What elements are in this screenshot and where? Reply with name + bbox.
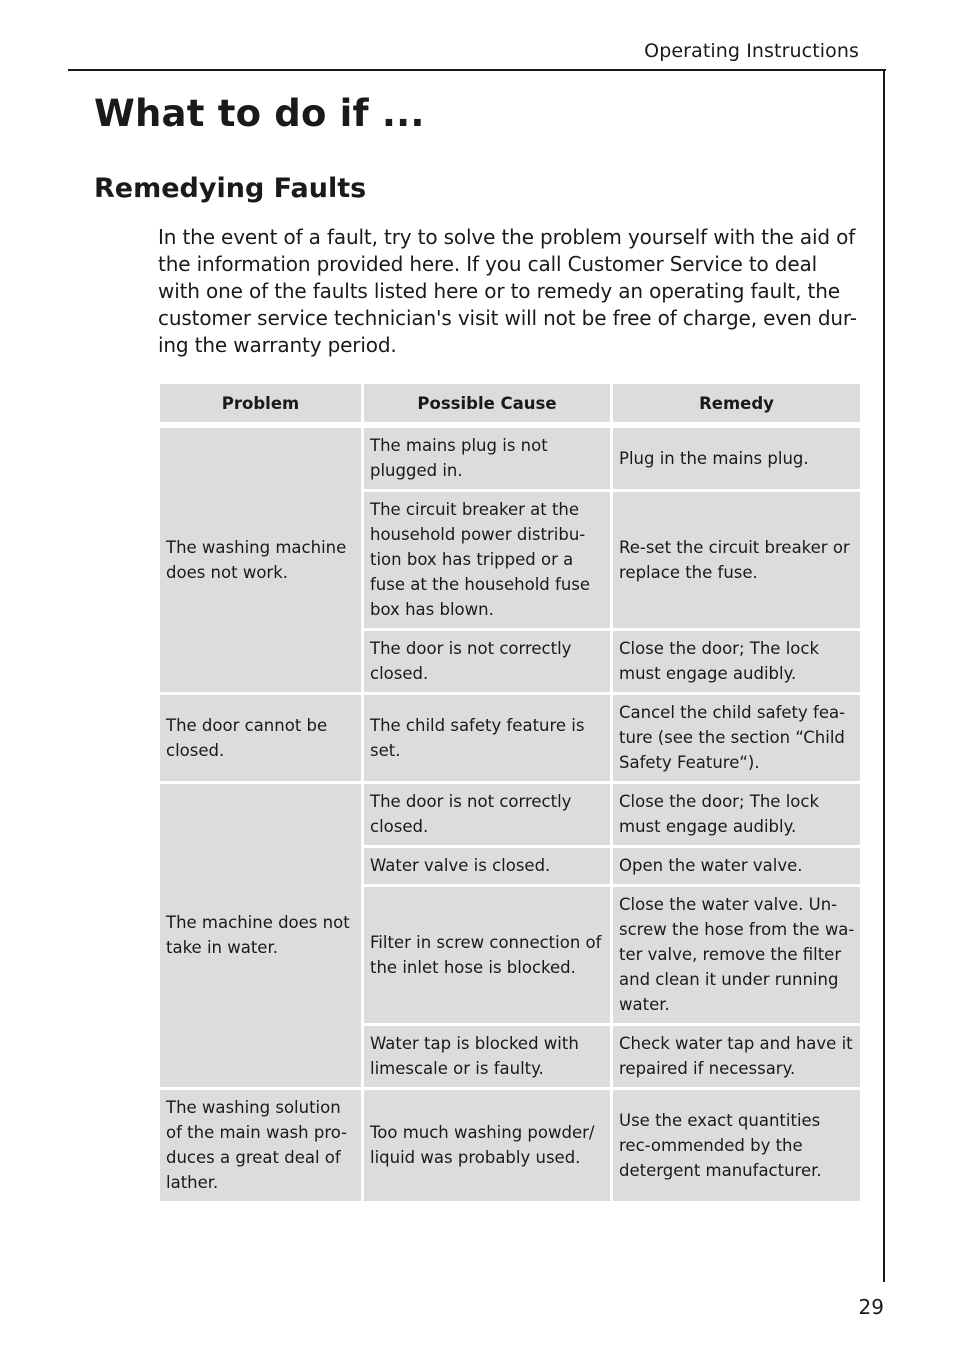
- cause-cell: The door is not correctly closed.: [363, 630, 612, 694]
- remedy-cell: Check water tap and have it repaired if necessary.: [612, 1025, 862, 1089]
- fault-table: [157, 381, 863, 1204]
- problem-cell: The machine does not take in water.: [159, 783, 363, 1089]
- cause-cell: The door is not correctly closed.: [363, 783, 612, 847]
- page-title: What to do if ...: [94, 92, 425, 135]
- running-header: Operating Instructions: [644, 40, 859, 62]
- problem-cell: The door cannot be closed.: [159, 694, 363, 783]
- cause-cell: The mains plug is not plugged in.: [363, 427, 612, 491]
- remedy-cell: Cancel the child safety fea-ture (see the section “Child Safety Feature“).: [612, 694, 862, 783]
- table-header-row: [159, 383, 862, 424]
- remedy-cell: Use the exact quantities rec-ommended by the detergent manufacturer.: [612, 1089, 862, 1203]
- cause-cell: The child safety feature is set.: [363, 694, 612, 783]
- problem-cell: The washing solution of the main wash pro-duces a great deal of lather.: [159, 1089, 363, 1203]
- page-number: 29: [858, 1295, 884, 1319]
- cause-cell: Water tap is blocked with limescale or is faulty.: [363, 1025, 612, 1089]
- remedy-cell: Open the water valve.: [612, 847, 862, 886]
- header-problem: Problem: [159, 383, 363, 424]
- cause-cell: Filter in screw connection of the inlet hose is blocked.: [363, 886, 612, 1025]
- cause-cell: Too much washing powder/ liquid was probably used.: [363, 1089, 612, 1203]
- header-rule: [68, 69, 886, 71]
- margin-rule: [883, 69, 885, 1282]
- cause-cell: The circuit breaker at the household power distribu-tion box has tripped or a fuse at the household fuse box has blown.: [363, 491, 612, 630]
- intro-paragraph: In the event of a fault, try to solve the problem yourself with the aid of the information provided here. If you call Customer Service to deal with one of the faults listed here or to remedy an operating fault, the customer service technician's visit will not be free of charge, even dur-ing the warranty period.: [158, 225, 857, 357]
- remedy-cell: Close the water valve. Un-screw the hose from the wa-ter valve, remove the filter and clean it under running water.: [612, 886, 862, 1025]
- table-row: [159, 694, 862, 783]
- table-row: [159, 427, 862, 491]
- problem-cell: The washing machine does not work.: [159, 427, 363, 694]
- remedy-cell: Close the door; The lock must engage audibly.: [612, 630, 862, 694]
- table-row: [159, 783, 862, 847]
- header-cause: Possible Cause: [363, 383, 612, 424]
- remedy-cell: Close the door; The lock must engage audibly.: [612, 783, 862, 847]
- header-remedy: Remedy: [612, 383, 862, 424]
- table-row: [159, 1089, 862, 1203]
- remedy-cell: Plug in the mains plug.: [612, 427, 862, 491]
- cause-cell: Water valve is closed.: [363, 847, 612, 886]
- remedy-cell: Re-set the circuit breaker or replace the fuse.: [612, 491, 862, 630]
- section-title: Remedying Faults: [94, 173, 367, 204]
